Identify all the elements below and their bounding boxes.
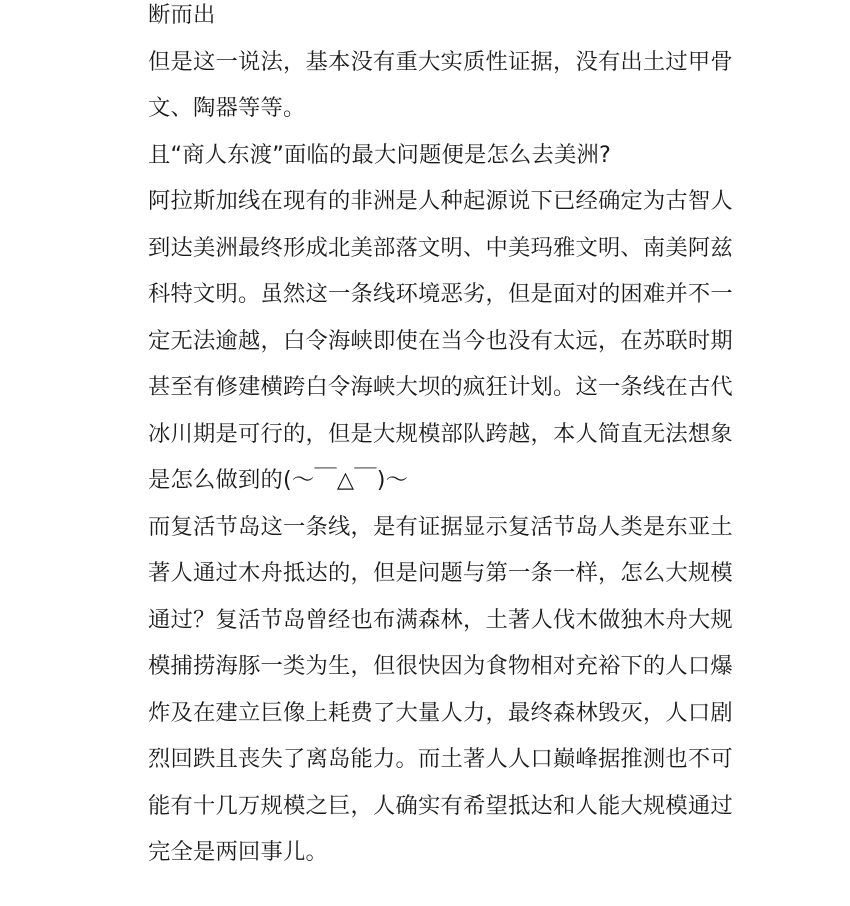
paragraph-alaska-route: 阿拉斯加线在现有的非洲是人种起源说下已经确定为古智人到达美洲最终形成北美部落文明、中美玛雅文明、南美阿兹科特文明。虽然这一条线环境恶劣，但是面对的困难并不一定无法逾越，白令海峡即使在当今也没有太远，在苏联时期甚至有修建横跨白令海峡大坝的疯狂计划。这一条线在古代冰川期是可行的，但是大规模部队跨越，本人简直无法想象是怎么做到的(～￣△￣)～	[148, 188, 733, 493]
paragraph-question: 且“商人东渡”面临的最大问题便是怎么去美洲?	[148, 141, 611, 168]
article-body	[148, 0, 748, 876]
paragraph-fragment: 断而出	[148, 2, 216, 28]
paragraph-easter-island-route: 而复活节岛这一条线，是有证据显示复活节岛人类是东亚土著人通过木舟抵达的，但是问题与第一条一样，怎么大规模通过？复活节岛曾经也布满森林，土著人伐木做独木舟大规模捕捞海豚一类为生，但很快因为食物相对充裕下的人口爆炸及在建立巨像上耗费了大量人力，最终森林毁灭，人口剧烈回跌且丧失了离岛能力。而土著人人口巅峰据推测也不可能有十几万规模之巨，人确实有希望抵达和人能大规模通过完全是两回事儿。	[148, 513, 733, 865]
paragraph-evidence: 但是这一说法，基本没有重大实质性证据，没有出土过甲骨文、陶器等等。	[148, 48, 733, 121]
